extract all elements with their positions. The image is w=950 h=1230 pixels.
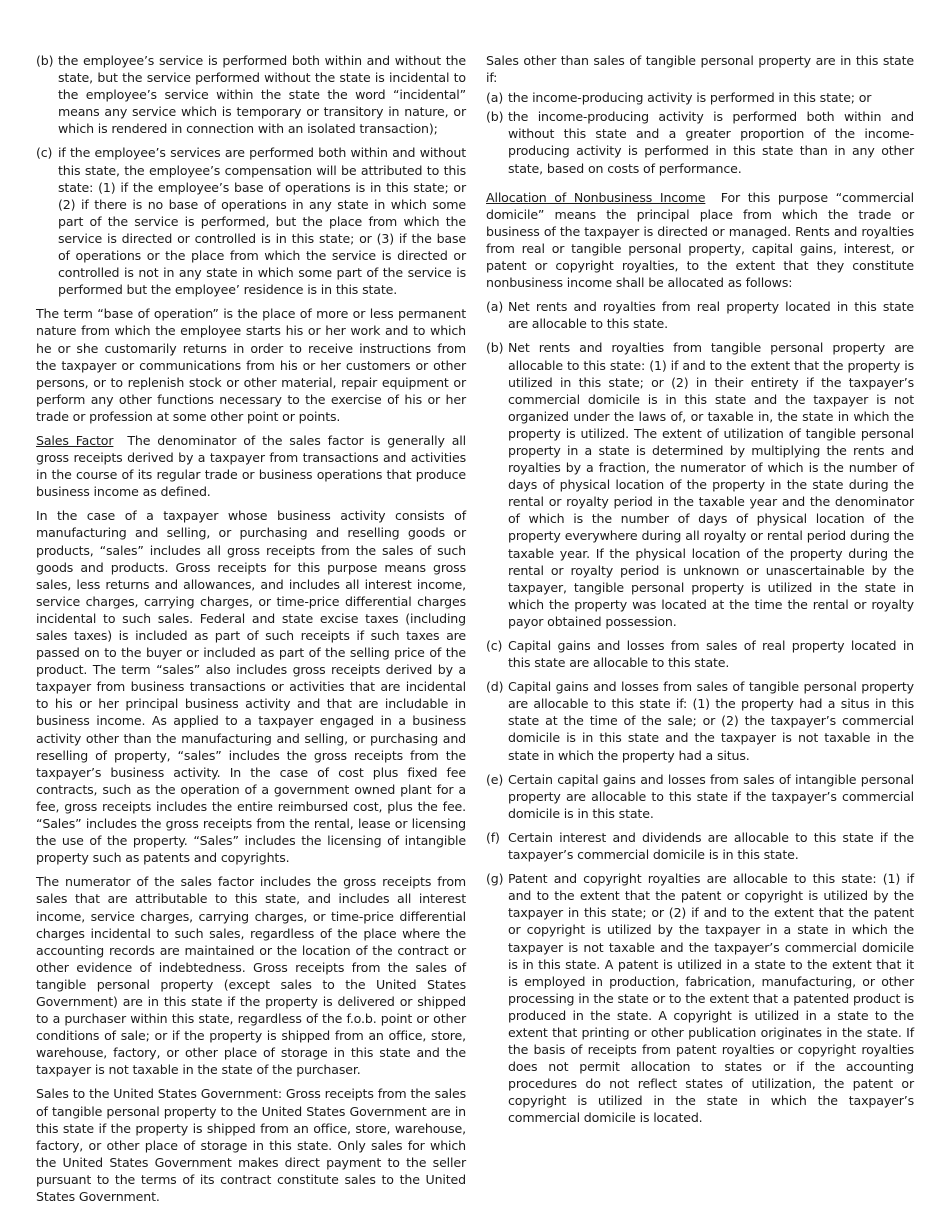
allocation-heading: Allocation of Nonbusiness Income (486, 189, 706, 205)
list-item (486, 637, 914, 671)
list-item (486, 108, 914, 176)
manufacturing-paragraph: In the case of a taxpayer whose business activity consists of manufacturing and selling, or purchasing and reselling goods or products, “sales” includes all gross receipts from the sales of such goods and products. Gross receipts for this purpose means gross sales, less returns and allowances, and includes all interest income, service charges, carrying charges, or time-price differential charges incidental to such sales. Federal and state excise taxes (including sales taxes) is included as part of such receipts if such taxes are passed on to the buyer or included as part of the selling price of the product. The term “sales” also includes gross receipts derived by a taxpayer from business transactions or activities that are incidental to his or her principal business activity and that are includable in business income. As applied to a taxpayer engaged in a business activity other than the manufacturing and selling, or purchasing and reselling of property, “sales” includes the gross receipts from the taxpayer’s business activity. In the case of cost plus fixed fee contracts, such as the operation of a government owned plant for a fee, gross receipts includes the entire reimbursed cost, plus the fee. “Sales” includes the gross receipts from the rental, lease or licensing the use of the property. “Sales” includes the licensing of intangible property such as patents and copyrights. (36, 508, 466, 866)
item-text: Patent and copyright royalties are allocable to this state: (1) if and to the extent that the patent or copyright is utilized by the taxpayer in this state; or (2) if and to the extent that the patent or copyright is utilized by the taxpayer in a state in which the taxpayer is not taxable and the taxpayer’s commercial domicile is in this state. A patent is utilized in a state to the extent that it is employed in production, fabrication, manufacturing, or other processing in the state or to the extent that a patented product is produced in the state. A copyright is utilized in a state to the extent that printing or other publication originates in the state. If the basis of receipts from patent royalties or copyright royalties does not permit allocation to states or if the accounting procedures do not reflect states of utilization, the patent or copyright is utilized in the state in which the taxpayer’s commercial domicile is located. (508, 871, 914, 1126)
list-item (486, 339, 914, 630)
sales-factor-text: The denominator of the sales factor is generally all gross receipts derived by a taxpayer from transactions and activities in the course of its regular trade or business operations that produce business income as defined. (36, 432, 466, 500)
list-item (36, 144, 466, 298)
item-label: (a) (486, 299, 504, 315)
item-text: Capital gains and losses from sales of real property located in this state are allocable to this state. (508, 638, 914, 671)
item-text: the employee’s service is performed both within and without the state, but the service performed without the state is incidental to the employee’s service within the state the word “incidental” means any service which is temporary or transitory in nature, or which is rendered in connection with an isolated transaction); (58, 53, 466, 137)
item-text: Certain capital gains and losses from sales of intangible personal property are allocable to this state if the taxpayer’s commercial domicile is in this state. (508, 771, 914, 821)
numerator-paragraph: The numerator of the sales factor includes the gross receipts from sales that are attributable to this state, and includes all interest income, service charges, carrying charges, or time-price differential charges incidental to such sales, regardless of the place where the accounting records are maintained or the location of the contract or other evidence of indebtedness. Gross receipts from the sales of tangible personal property (except sales to the United States Government) are in this state if the property is delivered or shipped to a purchaser within this state, regardless of the f.o.b. point or other conditions of sale; or if the property is shipped from an office, store, warehouse, factory, or other place of storage in this state and the taxpayer is not taxable in the state of the purchaser. (36, 874, 466, 1078)
item-text: if the employee’s services are performed both within and without this state, the employee’s compensation will be attributed to this state: (1) if the employee’s base of operations is in this state; or (2) if there is no base of operations in any state in which some part of the service is performed, but the place from which the service is directed or controlled is in this state; or (3) if the base of operations or the place from which the service is directed or controlled is not in any state in which some part of the service is performed but the employee’ residence is in this state. (58, 145, 466, 298)
item-label: (b) (486, 340, 504, 356)
allocation-paragraph (486, 189, 914, 292)
item-text: the income-producing activity is performed in this state; or (508, 90, 872, 106)
left-column (36, 52, 466, 1212)
list-item (486, 298, 914, 332)
item-label: (c) (36, 145, 53, 161)
list-item (486, 829, 914, 863)
item-label: (g) (486, 871, 504, 887)
list-item (486, 89, 914, 106)
item-text: Net rents and royalties from tangible personal property are allocable to this state: (1) if and to the extent that the property is utilized in this state; or (2) in their entirety if the taxpayer’s commercial domicile is in this state and the taxpayer is not organized under the laws of, or taxable in, the state in which the property is utilized. The extent of utilization of tangible personal property in a state is determined by multiplying the rents and royalties by a fraction, the numerator of which is the number of days of physical location of the property in the state during the rental or royalty period in the taxable year and the denominator of which is the number of days of physical location of the property everywhere during all royalty or rental period during the taxable year. If the physical location of the property during the rental or royalty period is unknown or unascertainable by the taxpayer, tangible personal property is utilized in the state in which the property was located at the time the rental or royalty payor obtained possession. (508, 340, 914, 629)
us-government-paragraph: Sales to the United States Government: Gross receipts from the sales of tangible personal property to the United States Government are in this state if the property is shipped from an office, store, warehouse, factory, or other place of storage in this state. Only sales for which the United States Government makes direct payment to the seller pursuant to the terms of its contract constitute sales to the United States Government. (36, 1086, 466, 1204)
sales-factor-paragraph (36, 432, 466, 500)
item-label: (e) (486, 771, 504, 787)
item-label: (a) (486, 90, 504, 106)
list-item (486, 678, 914, 763)
sales-factor-heading: Sales Factor (36, 432, 114, 448)
right-column (486, 52, 914, 1134)
item-label: (c) (486, 638, 503, 653)
item-text: Certain interest and dividends are allocable to this state if the taxpayer’s commercial domicile is in this state. (508, 829, 914, 863)
item-label: (f) (486, 829, 500, 845)
allocation-text: For this purpose “commercial domicile” means the principal place from which the trade or business of the taxpayer is directed or managed. Rents and royalties from real or tangible personal property, capital gains, interest, or patent or copyright royalties, to the extent that they constitute nonbusiness income shall be allocated as follows: (486, 189, 914, 291)
list-item (36, 52, 466, 137)
item-text: Net rents and royalties from real property located in this state are allocable to this state. (508, 299, 914, 332)
other-sales-intro: Sales other than sales of tangible personal property are in this state if: (486, 53, 914, 86)
item-label: (d) (486, 679, 504, 695)
list-item (486, 771, 914, 822)
list-item (486, 870, 914, 1126)
item-text: the income-producing activity is performed both within and without this state and a greater proportion of the income-producing activity is performed in this state than in any other state, based on costs of performance. (508, 109, 914, 176)
base-of-operation-paragraph: The term “base of operation” is the place of more or less permanent nature from which the employee starts his or her work and to which he or she customarily returns in order to receive instructions from the taxpayer or communications from his or her customers or other persons, or to replenish stock or other material, repair equipment or perform any other functions necessary to the exercise of his or her trade or profession at some other point or points. (36, 306, 466, 424)
item-text: Capital gains and losses from sales of tangible personal property are allocable to this state if: (1) the property had a situs in this state at the time of the sale; or (2) the taxpayer’s commercial domicile is in this state and the taxpayer is not taxable in the state in which the property had a situs. (508, 679, 914, 763)
item-label: (b) (486, 109, 504, 125)
item-label: (b) (36, 53, 54, 68)
